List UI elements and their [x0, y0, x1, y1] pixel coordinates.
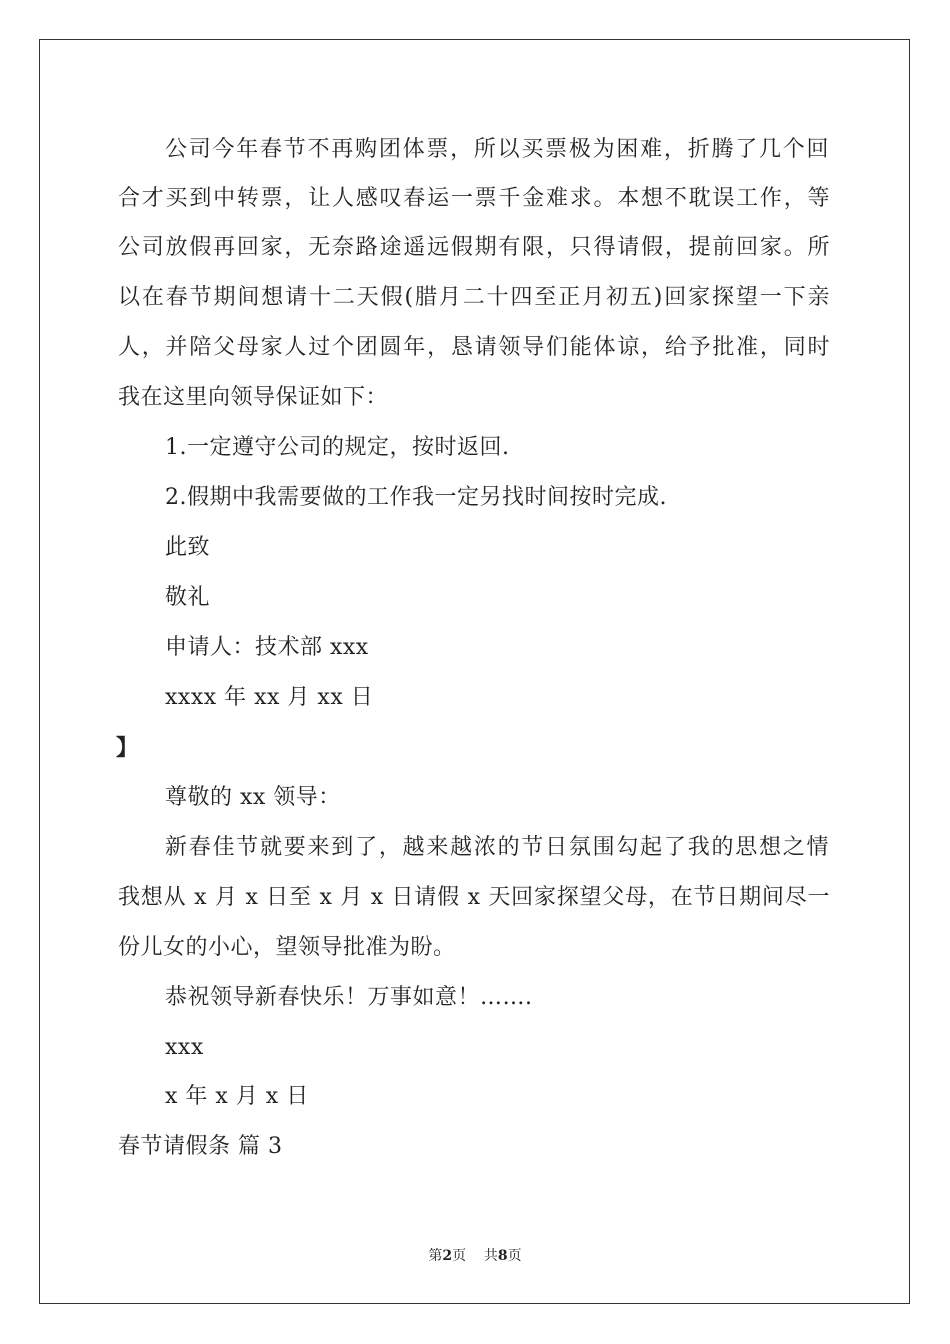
paragraph-line: 合才买到中转票，让人感叹春运一票千金难求。本想不耽误工作，等 [118, 186, 830, 211]
page-footer [0, 1247, 950, 1265]
paragraph-line: 公司放假再回家，无奈路途遥远假期有限，只得请假，提前回家。所 [118, 235, 830, 260]
page-border [39, 39, 910, 1304]
bracket-mark: 】 [116, 735, 139, 761]
footer-page-suffix: 页 [452, 1248, 467, 1264]
footer-total-prefix: 共 [483, 1248, 498, 1264]
date: x 年 x 月 x 日 [165, 1084, 309, 1109]
footer-total-suffix: 页 [507, 1248, 522, 1264]
greeting: 尊敬的 xx 领导： [165, 785, 341, 810]
applicant: 申请人：技术部 xxx [165, 635, 369, 660]
paragraph-line: 份儿女的小心，望领导批准为盼。 [118, 935, 456, 960]
paragraph-line: 我想从 x 月 x 日至 x 月 x 日请假 x 天回家探望父母，在节日期间尽一 [118, 885, 830, 910]
list-item: 2.假期中我需要做的工作我一定另找时间按时完成. [165, 485, 667, 510]
paragraph-line: 以在春节期间想请十二天假(腊月二十四至正月初五)回家探望一下亲 [118, 285, 830, 310]
date: xxxx 年 xx 月 xx 日 [165, 685, 374, 710]
regards: 敬礼 [165, 585, 211, 610]
footer-page-number: 2 [442, 1248, 453, 1264]
paragraph-line: 新春佳节就要来到了，越来越浓的节日氛围勾起了我的思想之情 [165, 835, 829, 860]
salutation: 此致 [165, 535, 211, 560]
signature: xxx [165, 1035, 204, 1060]
wishes: 恭祝领导新春快乐！万事如意！……. [165, 985, 533, 1010]
paragraph-line: 我在这里向领导保证如下： [118, 385, 389, 410]
footer-total-pages: 8 [497, 1248, 508, 1264]
list-item: 1.一定遵守公司的规定，按时返回. [165, 435, 510, 460]
paragraph-line: 公司今年春节不再购团体票，所以买票极为困难，折腾了几个回 [165, 137, 829, 162]
paragraph-line: 人，并陪父母家人过个团圆年，恳请领导们能体谅，给予批准，同时 [118, 335, 830, 360]
section-title: 春节请假条 篇 3 [118, 1134, 283, 1159]
footer-prefix: 第 [428, 1248, 443, 1264]
